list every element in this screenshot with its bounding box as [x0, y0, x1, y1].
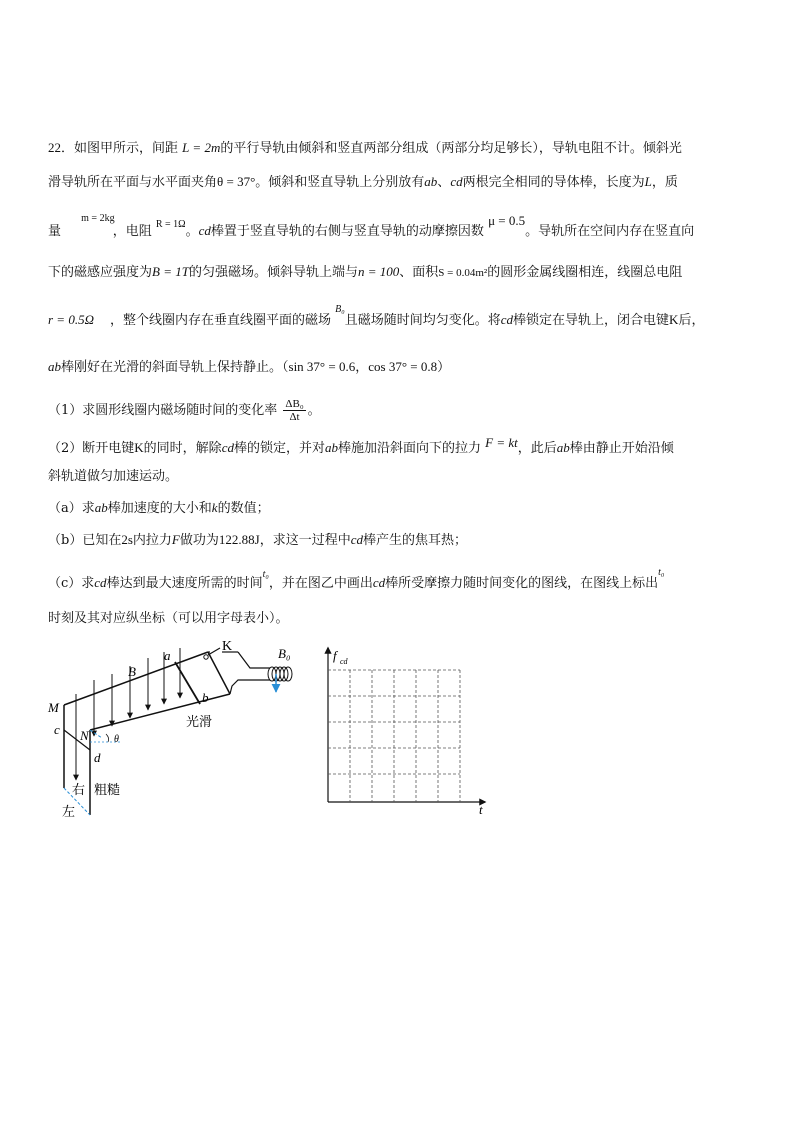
figure-b-friction-graph: [315, 640, 495, 815]
label-B0: B₀: [278, 646, 291, 661]
label-left: 左: [62, 805, 76, 820]
label-theta: θ: [114, 734, 119, 745]
y-axis-label: f: [333, 648, 337, 663]
grid: [328, 670, 460, 802]
label-N: N: [80, 728, 89, 743]
label-switch-K: K: [222, 639, 233, 654]
part-2c-line-1: （c）求cd棒达到最大速度所需的时间$^{t_0}$，并在图乙中画出cd棒所受摩擦力随时间变化的图线，在图线上标出$^{t_0}$: [48, 567, 665, 591]
y-axis-label-sub: cd: [340, 657, 348, 666]
figure-a-rail-diagram: [40, 630, 310, 830]
label-a: a: [164, 648, 171, 663]
q-line-6: ab棒刚好在光滑的斜面导轨上保持静止。（sin 37° = 0.6，cos 37° = 0.8）: [48, 359, 451, 375]
part-2-line-1: （2）断开电键K的同时，解除cd棒的锁定，并对ab棒施加沿斜面向下的拉力 F = kt，此后ab棒由静止开始沿倾: [48, 435, 674, 456]
part-2b: （b）已知在2s内拉力F做功为122.88J，求这一过程中cd棒产生的焦耳热；: [48, 532, 467, 548]
label-b: b: [202, 690, 209, 705]
part-2c-line-2: 时刻及其对应纵坐标（可以用字母表小）。: [48, 611, 289, 626]
q-line-2: 滑导轨所在平面与水平面夹角θ = 37°。倾斜和竖直导轨上分别放有ab、cd两根完全相同的导体棒，长度为L，质: [48, 174, 678, 190]
q-line-3: 量 $^{m = 2kg}$ ，电阻 $^{R = 1\Omega}$。cd棒置于竖直导轨的右侧与竖直导轨的动摩擦因数 μ = 0.5。导轨所在空间内存在竖直向: [48, 213, 695, 239]
label-M: M: [48, 700, 59, 715]
label-smooth: 光滑: [186, 715, 213, 730]
label-right: 右: [72, 783, 86, 798]
q-line-5: r = 0.5Ω ，整个线圈内存在垂直线圈平面的磁场 $^{B_0}$且磁场随时间均匀变化。将cd棒锁定在导轨上，闭合电键K后，: [48, 304, 705, 328]
part-1: （1）求圆形线圈内磁场随时间的变化率 $\frac{\text{ΔB₀}}{\Delta t}$ 。: [48, 398, 321, 423]
label-d: d: [94, 750, 101, 765]
label-c: c: [54, 722, 60, 737]
label-rough: 粗糙: [94, 783, 121, 798]
q-line-1: 22．如图甲所示，间距 L = 2m的平行导轨由倾斜和竖直两部分组成（两部分均足够长），导轨电阻不计。倾斜光: [48, 140, 682, 156]
q-line-4: 下的磁感应强度为B = 1T的匀强磁场。倾斜导轨上端与n = 100、面积S = 0.04m²的圆形金属线圈相连，线圈总电阻: [48, 264, 683, 280]
label-B: B: [128, 664, 136, 679]
part-2a: （a）求ab棒加速度的大小和k的数值；: [48, 500, 270, 516]
part-2-line-2: 斜轨道做匀加速运动。: [48, 469, 179, 484]
rate-fraction: $\frac{\text{ΔB₀}}{\Delta t}$: [285, 398, 304, 423]
x-axis-label: t: [479, 802, 483, 815]
